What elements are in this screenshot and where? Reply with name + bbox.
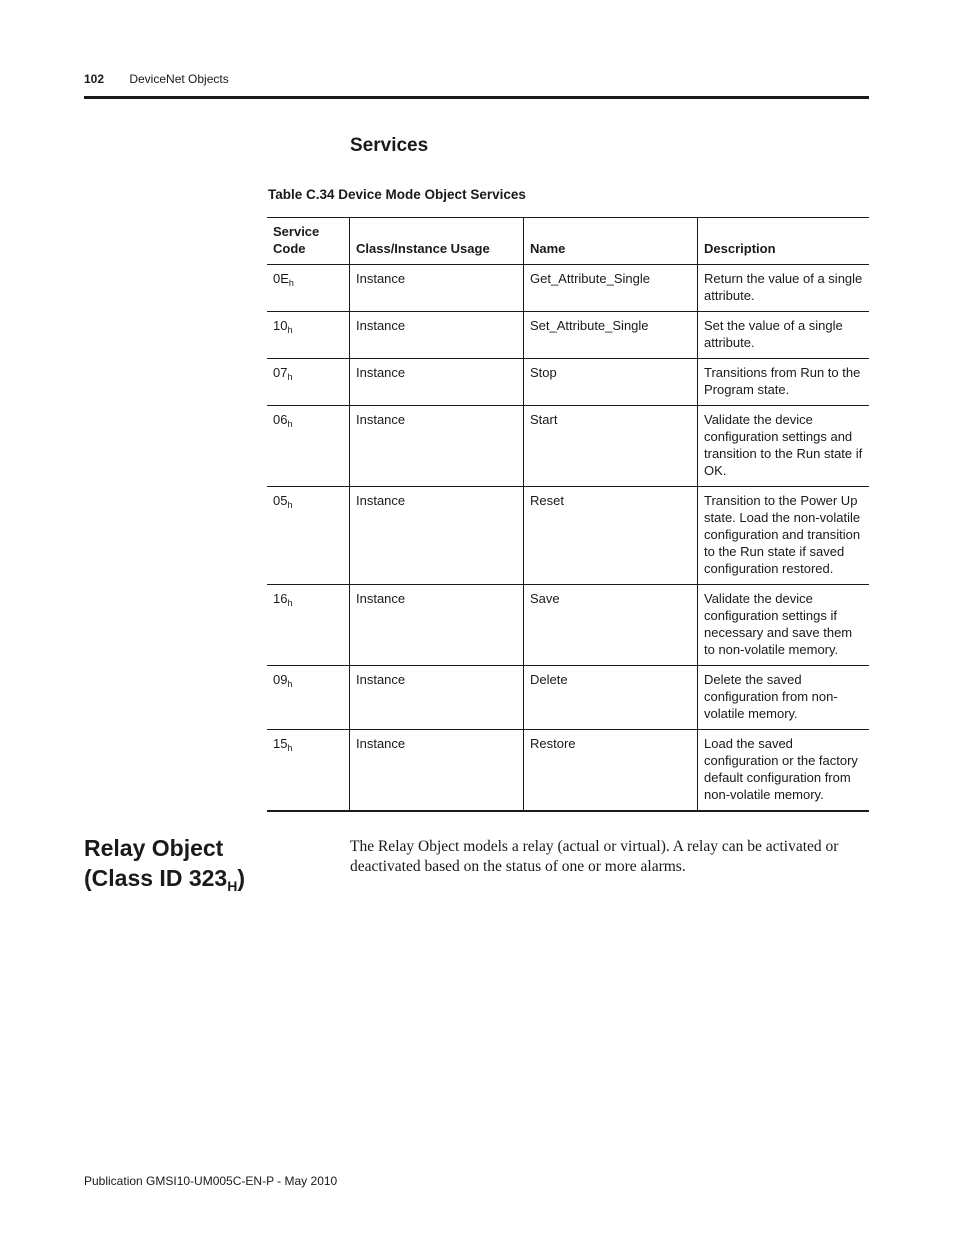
table-body bbox=[267, 265, 869, 812]
cell-service-code: $06_h$ bbox=[267, 406, 350, 487]
cell-description: Return the value of a single attribute. bbox=[698, 265, 870, 312]
cell-usage: Instance bbox=[350, 730, 524, 812]
relay-heading-line1: Relay Object bbox=[84, 835, 224, 861]
cell-name: Stop bbox=[524, 359, 698, 406]
col-header-name: Name bbox=[524, 218, 698, 265]
relay-heading-line2: (Class ID $323_H$) bbox=[84, 865, 245, 894]
table-row bbox=[267, 312, 869, 359]
cell-description: Validate the device configuration settings if necessary and save them to non-volatile memory. bbox=[698, 585, 870, 666]
section-title: DeviceNet Objects bbox=[129, 72, 229, 86]
table-header-row bbox=[267, 218, 869, 265]
services-table bbox=[267, 217, 869, 812]
cell-usage: Instance bbox=[350, 312, 524, 359]
cell-service-code: $0E_h$ bbox=[267, 265, 350, 312]
cell-description: Transitions from Run to the Program state. bbox=[698, 359, 870, 406]
cell-service-code: $15_h$ bbox=[267, 730, 350, 812]
table-row bbox=[267, 265, 869, 312]
cell-name: Delete bbox=[524, 666, 698, 730]
cell-name: Get_Attribute_Single bbox=[524, 265, 698, 312]
cell-description: Validate the device configuration settings and transition to the Run state if OK. bbox=[698, 406, 870, 487]
relay-description: The Relay Object models a relay (actual or virtual). A relay can be activated or deactivated based on the status of one or more alarms. bbox=[350, 838, 839, 875]
cell-usage: Instance bbox=[350, 666, 524, 730]
table-row bbox=[267, 406, 869, 487]
col-header-service-code: Service Code bbox=[267, 218, 350, 265]
col-header-usage: Class/Instance Usage bbox=[350, 218, 524, 265]
table-caption: Table C.34 Device Mode Object Services bbox=[268, 187, 526, 202]
cell-service-code: $10_h$ bbox=[267, 312, 350, 359]
table-row bbox=[267, 730, 869, 812]
cell-description: Load the saved configuration or the factory default configuration from non-volatile memory. bbox=[698, 730, 870, 812]
table-row bbox=[267, 666, 869, 730]
cell-usage: Instance bbox=[350, 585, 524, 666]
cell-service-code: $05_h$ bbox=[267, 487, 350, 585]
cell-service-code: $09_h$ bbox=[267, 666, 350, 730]
cell-name: Start bbox=[524, 406, 698, 487]
cell-name: Set_Attribute_Single bbox=[524, 312, 698, 359]
cell-description: Transition to the Power Up state. Load the non-volatile configuration and transition to the Run state if saved configuration restored. bbox=[698, 487, 870, 585]
cell-service-code: $16_h$ bbox=[267, 585, 350, 666]
page-header bbox=[84, 72, 229, 86]
col-header-description: Description bbox=[698, 218, 870, 265]
cell-usage: Instance bbox=[350, 406, 524, 487]
cell-description: Set the value of a single attribute. bbox=[698, 312, 870, 359]
cell-name: Save bbox=[524, 585, 698, 666]
relay-object-heading bbox=[84, 833, 245, 893]
cell-name: Reset bbox=[524, 487, 698, 585]
page-number: 102 bbox=[84, 72, 105, 86]
header-rule bbox=[84, 96, 869, 99]
cell-usage: Instance bbox=[350, 265, 524, 312]
services-heading: Services bbox=[350, 135, 429, 156]
cell-usage: Instance bbox=[350, 487, 524, 585]
cell-description: Delete the saved configuration from non-volatile memory. bbox=[698, 666, 870, 730]
cell-service-code: $07_h$ bbox=[267, 359, 350, 406]
cell-usage: Instance bbox=[350, 359, 524, 406]
table-row bbox=[267, 359, 869, 406]
cell-name: Restore bbox=[524, 730, 698, 812]
publication-footer: Publication GMSI10-UM005C-EN-P - May 2010 bbox=[84, 1174, 338, 1188]
table-row bbox=[267, 585, 869, 666]
table-row bbox=[267, 487, 869, 585]
